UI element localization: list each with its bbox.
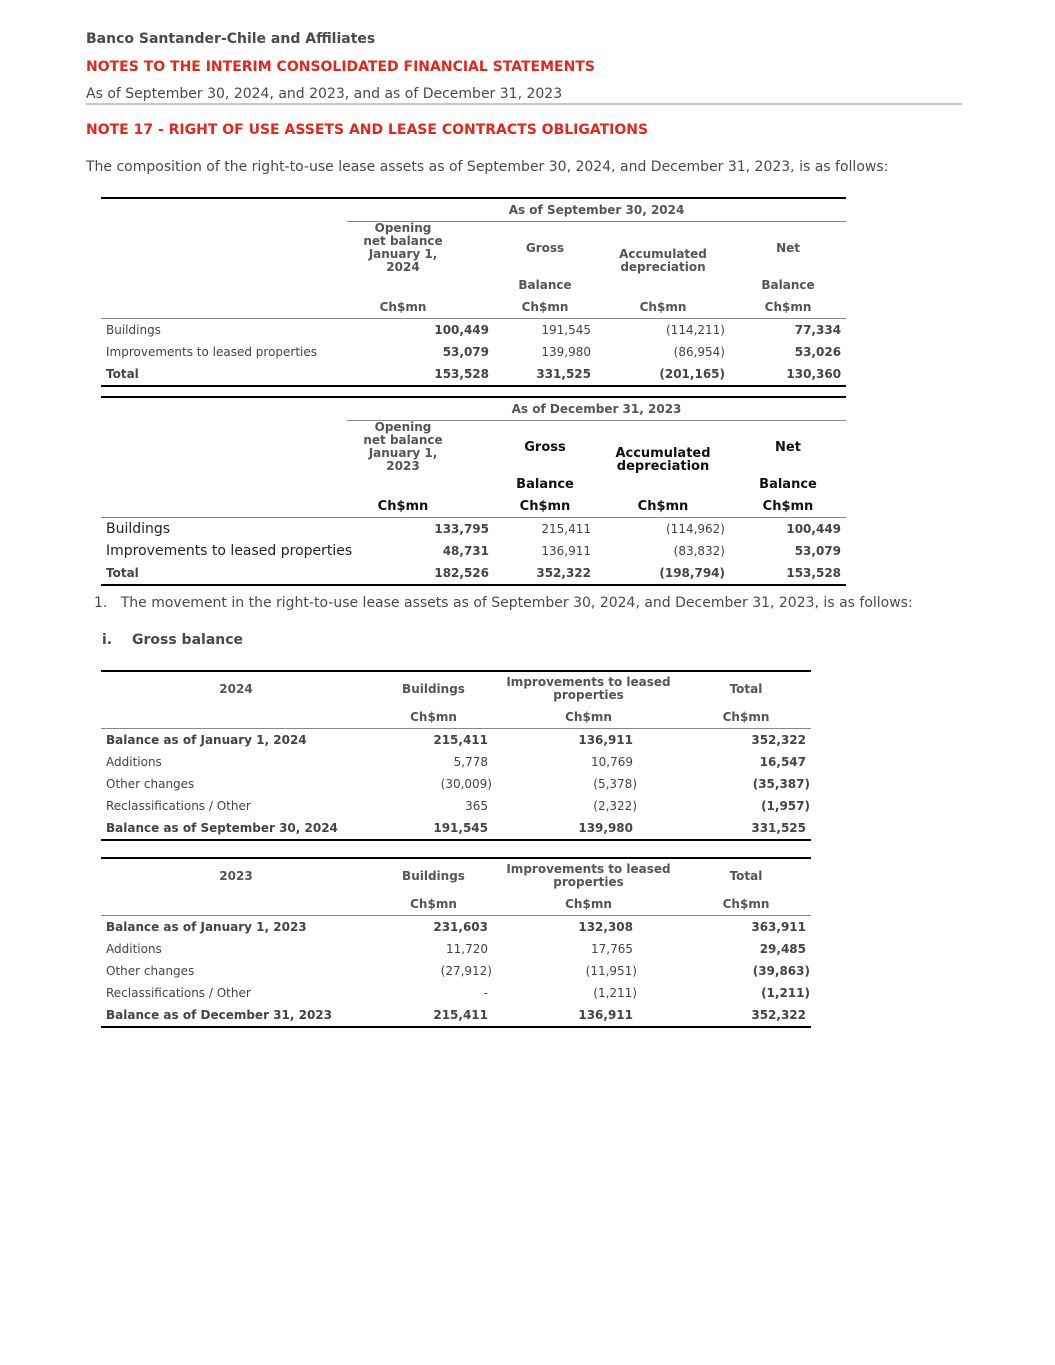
table-row: [101, 319, 846, 342]
unit-label: Ch$mn: [681, 706, 811, 729]
table-row: [101, 795, 811, 817]
cell-buildings: 231,603: [433, 920, 488, 934]
cell-gross: 352,322: [494, 562, 596, 585]
cell-buildings: (30,009): [440, 777, 492, 791]
cell-opening: 53,079: [442, 345, 489, 359]
row-label: Buildings: [106, 323, 161, 337]
unit-label: Ch$mn: [596, 296, 730, 319]
col-improvements: Improvements to leased properties: [496, 671, 681, 706]
cell-buildings: 215,411: [433, 733, 488, 747]
cell-total: 363,911: [751, 920, 806, 934]
col-gross-balance: Balance: [516, 476, 574, 492]
table-row: [101, 540, 846, 562]
cell-net: 130,360: [730, 363, 846, 386]
row-label: Additions: [106, 942, 162, 956]
cell-buildings: -: [483, 986, 488, 1000]
cell-gross: 191,545: [541, 323, 591, 337]
unit-label: Ch$mn: [371, 706, 496, 729]
row-label: Other changes: [106, 964, 195, 978]
cell-improvements: 17,765: [591, 942, 633, 956]
col-total: Total: [681, 671, 811, 706]
table-row: [101, 751, 811, 773]
period-header: As of September 30, 2024: [347, 198, 846, 222]
cell-improvements: 136,911: [496, 1004, 681, 1027]
year-header: 2023: [101, 858, 371, 893]
unit-label: Ch$mn: [730, 296, 846, 319]
cell-total: (39,863): [752, 964, 810, 978]
gross-balance-heading: i. Gross balance: [102, 632, 244, 648]
row-label: Balance as of September 30, 2024: [101, 817, 371, 840]
row-label: Reclassifications / Other: [106, 799, 251, 813]
table-row: [101, 938, 811, 960]
cell-opening: 182,526: [347, 562, 494, 585]
cell-opening: 48,731: [442, 544, 489, 558]
table-row: [101, 916, 811, 939]
row-label: Other changes: [106, 777, 195, 791]
col-total: Total: [681, 858, 811, 893]
cell-improvements: (2,322): [593, 799, 637, 813]
cell-accumulated: (86,954): [673, 345, 725, 359]
cell-improvements: 136,911: [578, 733, 633, 747]
table-row: [101, 363, 846, 386]
row-label: Additions: [106, 755, 162, 769]
cell-improvements: (5,378): [593, 777, 637, 791]
table-row: [101, 773, 811, 795]
table-row: [101, 1004, 811, 1027]
unit-label: Ch$mn: [681, 893, 811, 916]
col-opening: Opening net balance January 1, 2023: [363, 420, 443, 473]
unit-label: Ch$mn: [496, 706, 681, 729]
cell-total: (35,387): [752, 777, 810, 791]
cell-buildings: (27,912): [440, 964, 492, 978]
header-divider: [86, 103, 962, 105]
table-row: [101, 341, 846, 363]
col-accumulated: Accumulated depreciation: [619, 247, 707, 274]
cell-accumulated: (201,165): [596, 363, 730, 386]
col-net: Net: [775, 439, 801, 455]
cell-buildings: 11,720: [446, 942, 488, 956]
unit-label: Ch$mn: [596, 495, 730, 518]
table-row: [101, 817, 811, 840]
cell-net: 100,449: [786, 522, 842, 536]
composition-table-2024: [101, 197, 846, 387]
row-label: Buildings: [106, 521, 171, 537]
cell-buildings: 215,411: [371, 1004, 496, 1027]
cell-total: 352,322: [751, 733, 806, 747]
unit-label: Ch$mn: [347, 495, 494, 518]
cell-total: 16,547: [759, 755, 806, 769]
cell-improvements: (11,951): [585, 964, 637, 978]
col-buildings: Buildings: [371, 858, 496, 893]
row-label: Total: [101, 363, 347, 386]
cell-net: 53,079: [794, 544, 842, 558]
cell-improvements: 139,980: [496, 817, 681, 840]
unit-label: Ch$mn: [371, 893, 496, 916]
unit-label: Ch$mn: [494, 495, 596, 518]
cell-accumulated: (83,832): [673, 544, 725, 558]
cell-total: 331,525: [681, 817, 811, 840]
company-name: Banco Santander-Chile and Affiliates: [86, 31, 376, 47]
cell-improvements: 132,308: [578, 920, 633, 934]
row-label: Balance as of January 1, 2023: [106, 920, 307, 934]
cell-improvements: (1,211): [593, 986, 637, 1000]
table-row: [101, 562, 846, 585]
unit-label: Ch$mn: [494, 296, 596, 319]
unit-label: Ch$mn: [730, 495, 846, 518]
row-label: Reclassifications / Other: [106, 986, 251, 1000]
cell-gross: 331,525: [494, 363, 596, 386]
date-line: As of September 30, 2024, and 2023, and as of December 31, 2023: [86, 86, 563, 102]
notes-title: NOTES TO THE INTERIM CONSOLIDATED FINANCIAL STATEMENTS: [86, 59, 595, 75]
cell-total: (1,957): [761, 799, 810, 813]
unit-label: Ch$mn: [347, 296, 494, 319]
cell-gross: 139,980: [541, 345, 591, 359]
composition-table-2023: [101, 396, 846, 586]
note-title: NOTE 17 - RIGHT OF USE ASSETS AND LEASE CONTRACTS OBLIGATIONS: [86, 122, 649, 138]
table-row: [101, 982, 811, 1004]
col-net-balance: Balance: [759, 476, 817, 492]
col-buildings: Buildings: [371, 671, 496, 706]
cell-opening: 133,795: [434, 522, 489, 536]
row-label: Total: [101, 562, 347, 585]
row-label: Improvements to leased properties: [106, 543, 353, 559]
cell-accumulated: (114,211): [666, 323, 725, 337]
movement-list-item: 1. The movement in the right-to-use lease assets as of September 30, 2024, and December 31, 2023, is as follows:: [94, 595, 913, 611]
col-net: Net: [776, 240, 800, 255]
gross-balance-table-2023: [101, 857, 811, 1028]
cell-total: 29,485: [759, 942, 806, 956]
table-row: [101, 729, 811, 752]
col-gross: Gross: [525, 240, 565, 255]
col-accumulated: Accumulated depreciation: [615, 446, 711, 474]
col-gross-balance: Balance: [518, 277, 572, 292]
cell-gross: 136,911: [541, 544, 591, 558]
cell-buildings: 5,778: [453, 755, 488, 769]
cell-buildings: 191,545: [371, 817, 496, 840]
row-label: Balance as of January 1, 2024: [106, 733, 307, 747]
col-improvements: Improvements to leased properties: [496, 858, 681, 893]
col-gross: Gross: [524, 439, 566, 455]
cell-total: (1,211): [761, 986, 810, 1000]
cell-accumulated: (198,794): [596, 562, 730, 585]
cell-gross: 215,411: [541, 522, 591, 536]
cell-improvements: 10,769: [591, 755, 633, 769]
gross-balance-table-2024: [101, 670, 811, 841]
cell-total: 352,322: [681, 1004, 811, 1027]
col-net-balance: Balance: [761, 277, 815, 292]
cell-buildings: 365: [465, 799, 488, 813]
cell-net: 53,026: [794, 345, 842, 359]
table-row: [101, 960, 811, 982]
unit-label: Ch$mn: [496, 893, 681, 916]
table-row: [101, 518, 846, 541]
cell-opening: 153,528: [347, 363, 494, 386]
cell-net: 77,334: [794, 323, 842, 337]
year-header: 2024: [101, 671, 371, 706]
cell-net: 153,528: [730, 562, 846, 585]
cell-opening: 100,449: [434, 323, 489, 337]
row-label: Balance as of December 31, 2023: [101, 1004, 371, 1027]
period-header: As of December 31, 2023: [347, 397, 846, 421]
row-label: Improvements to leased properties: [106, 345, 318, 359]
cell-accumulated: (114,962): [666, 522, 725, 536]
intro-text: The composition of the right-to-use lease assets as of September 30, 2024, and December 31, 2023, is as follows:: [86, 159, 889, 175]
col-opening: Opening net balance January 1, 2024: [363, 221, 443, 274]
